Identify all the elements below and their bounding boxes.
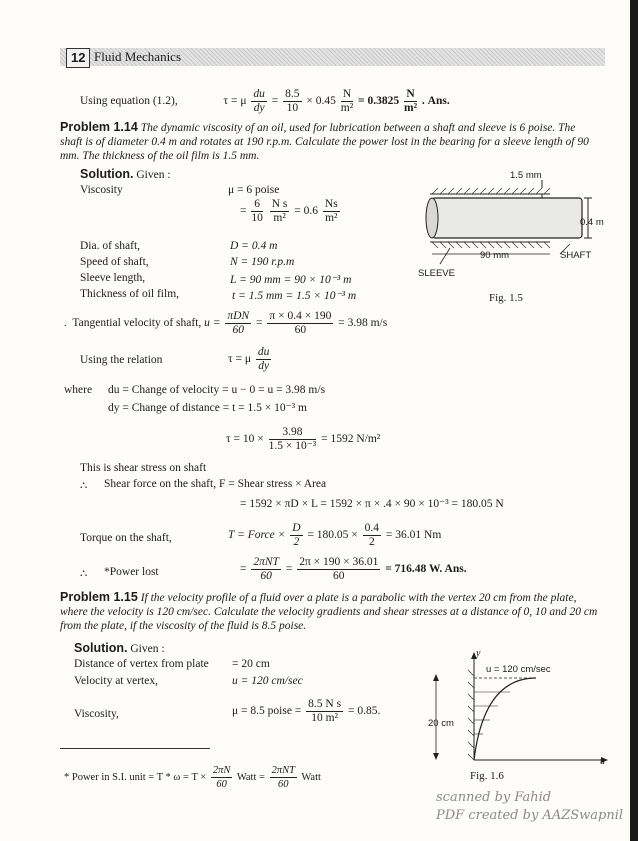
fig15-caption: Fig. 1.5 — [489, 292, 523, 304]
fig15-right-dim: 0.4 m — [580, 217, 604, 228]
prev-frac-unit2: $\frac{N}{\text{m²}}$ — [403, 88, 418, 114]
viscosity-15-eq: μ = 8.5 poise = $\frac{\text{8.5 N s}}{\text{10 m²}}$ = 0.85. — [232, 698, 381, 724]
shear-force-line1: Shear force on the shaft, F = Shear stress × Area — [104, 478, 327, 490]
viscosity-15-label: Viscosity, — [74, 708, 119, 720]
dy-line: dy = Change of distance = t = 1.5 × 10⁻³ m — [108, 402, 307, 414]
vertex-velocity-label: Velocity at vertex, — [74, 675, 158, 687]
page-number: 12 — [66, 48, 90, 68]
given-label: Given : — [136, 169, 171, 181]
prev-frac-du-dy: $\frac{du}{dy}$ — [253, 88, 265, 114]
vertex-distance-label: Distance of vertex from plate — [74, 658, 209, 670]
chapter-title: Fluid Mechanics — [94, 49, 182, 64]
fig15-bottom-dim: 90 mm — [480, 250, 510, 261]
fig16-u-axis-label: u — [600, 756, 605, 767]
solution-14-heading — [80, 167, 171, 181]
dia-value: D = 0.4 m — [230, 240, 278, 252]
thickness-value: t = 1.5 mm = 1.5 × 10⁻³ m — [232, 290, 357, 302]
vertex-velocity-value: u = 120 cm/sec — [232, 675, 303, 687]
speed-label: Speed of shaft, — [80, 256, 149, 268]
dia-label: Dia. of shaft, — [80, 240, 141, 252]
problem-1-14 — [60, 120, 600, 163]
prev-frac-visc: $\frac{8.5}{10}$ — [285, 88, 300, 114]
relation-eq: τ = μ $\frac{du}{dy}$ — [228, 346, 270, 372]
viscosity-label: Viscosity — [80, 184, 123, 196]
solution-label: Solution. — [80, 167, 134, 181]
footnote-rule — [60, 748, 210, 749]
prev-result: = 0.3825 — [358, 95, 400, 108]
du-line: du = Change of velocity = u − 0 = u = 3.98 m/s — [108, 384, 326, 396]
prev-ans: . Ans. — [421, 95, 450, 108]
prev-lhs: τ = μ — [223, 95, 247, 108]
power-eq: = $\frac{\text{2πNT}}{60}$ = $\frac{2\pi \times 190 \times 36.01}{60}$ = 716.48 W. Ans. — [240, 556, 467, 582]
speed-value: N = 190 r.p.m — [230, 256, 295, 268]
fig15-sleeve-label: SLEEVE — [418, 268, 455, 279]
prev-eq1: = — [271, 95, 279, 108]
shear-force-line2: = 1592 × πD × L = 1592 × π × .4 × 90 × 10⁻³ = 180.05 N — [240, 498, 504, 510]
fig16-height-label: 20 cm — [428, 718, 454, 729]
problem-1-14-text: The dynamic viscosity of an oil, used for lubrication between a shaft and sleeve is 6 poise. The shaft is of diameter 0.4 m and rotates at 190 r.p.m. Calculate the power lost in the bearing for a sleeve length of 90 mm. The thickness of the oil film is 1.5 mm. — [60, 122, 589, 162]
vertex-distance-value: = 20 cm — [232, 658, 270, 670]
prev-equation-line — [80, 88, 450, 115]
viscosity-conversion: = $\frac{6}{10}$ $\frac{\text{N s}}{\text{m²}}$ = 0.6 $\frac{Ns}{\text{m²}}$ — [240, 198, 338, 224]
thickness-label: Thickness of oil film, — [80, 288, 180, 300]
fig15-shaft-label: SHAFT — [560, 250, 592, 261]
fig16-caption: Fig. 1.6 — [470, 770, 504, 782]
therefore-1: ∴ — [80, 480, 88, 492]
power-label: *Power lost — [104, 566, 159, 578]
therefore-2: ∴ — [80, 568, 88, 580]
problem-1-15-label: Problem 1.15 — [60, 590, 138, 604]
problem-1-15 — [60, 590, 605, 633]
watermark-line2: PDF created by AAZSwapnil — [436, 808, 624, 823]
problem-1-15-text: If the velocity profile of a fluid over a plate is a parabolic with the vertex 20 cm from the plate, where the velocity is 120 cm/sec. Calculate the velocity gradients and shear stresses at a distance of 0, 10 and 20 cm from the plate, if the viscosity of the fluid is 8.5 poise. — [60, 592, 598, 632]
torque-label: Torque on the shaft, — [80, 532, 172, 544]
prev-lead: Using equation (1.2), — [80, 95, 178, 108]
length-value: L = 90 mm = 90 × 10⁻³ m — [230, 274, 352, 286]
watermark-line1: scanned by Fahid — [436, 790, 552, 805]
fig15-top-dim: 1.5 mm — [510, 170, 542, 181]
length-label: Sleeve length, — [80, 272, 146, 284]
torque-eq: T = Force × $\frac{D}{2}$ = 180.05 × $\frac{0.4}{2}$ = 36.01 Nm — [228, 522, 442, 548]
solution-15-heading: Solution. Given : — [74, 641, 165, 655]
where-label: where — [64, 384, 93, 396]
footnote: * Power in S.I. unit = T * ω = T × $\frac{2\pi N}{60}$ Watt = $\frac{\text{2πNT}}{60}$ Watt — [64, 765, 321, 790]
tangential-velocity-line: . Tangential velocity of shaft, u = $\frac{\text{πDN}}{60}$ = $\frac{\pi \times 0.4 \times 190}{60}$ = 3.98 m/s — [64, 310, 388, 336]
problem-1-14-label: Problem 1.14 — [60, 120, 138, 134]
shear-stress-eq: τ = 10 × $\frac{3.98}{\text{1.5 × 10⁻³}}$ = 1592 N/m² — [226, 426, 381, 452]
scan-page-edge — [630, 0, 638, 841]
shear-note: This is shear stress on shaft — [80, 462, 207, 474]
fig16-top-label: u = 120 cm/sec — [486, 664, 551, 675]
relation-label: Using the relation — [80, 354, 163, 366]
prev-mid: × 0.45 — [306, 95, 336, 108]
viscosity-value: μ = 6 poise — [228, 184, 280, 196]
fig16-y-axis-label: y — [476, 648, 481, 659]
prev-frac-unit: $\frac{N}{\text{m²}}$ — [340, 88, 354, 114]
figure-1-5 — [410, 168, 610, 308]
